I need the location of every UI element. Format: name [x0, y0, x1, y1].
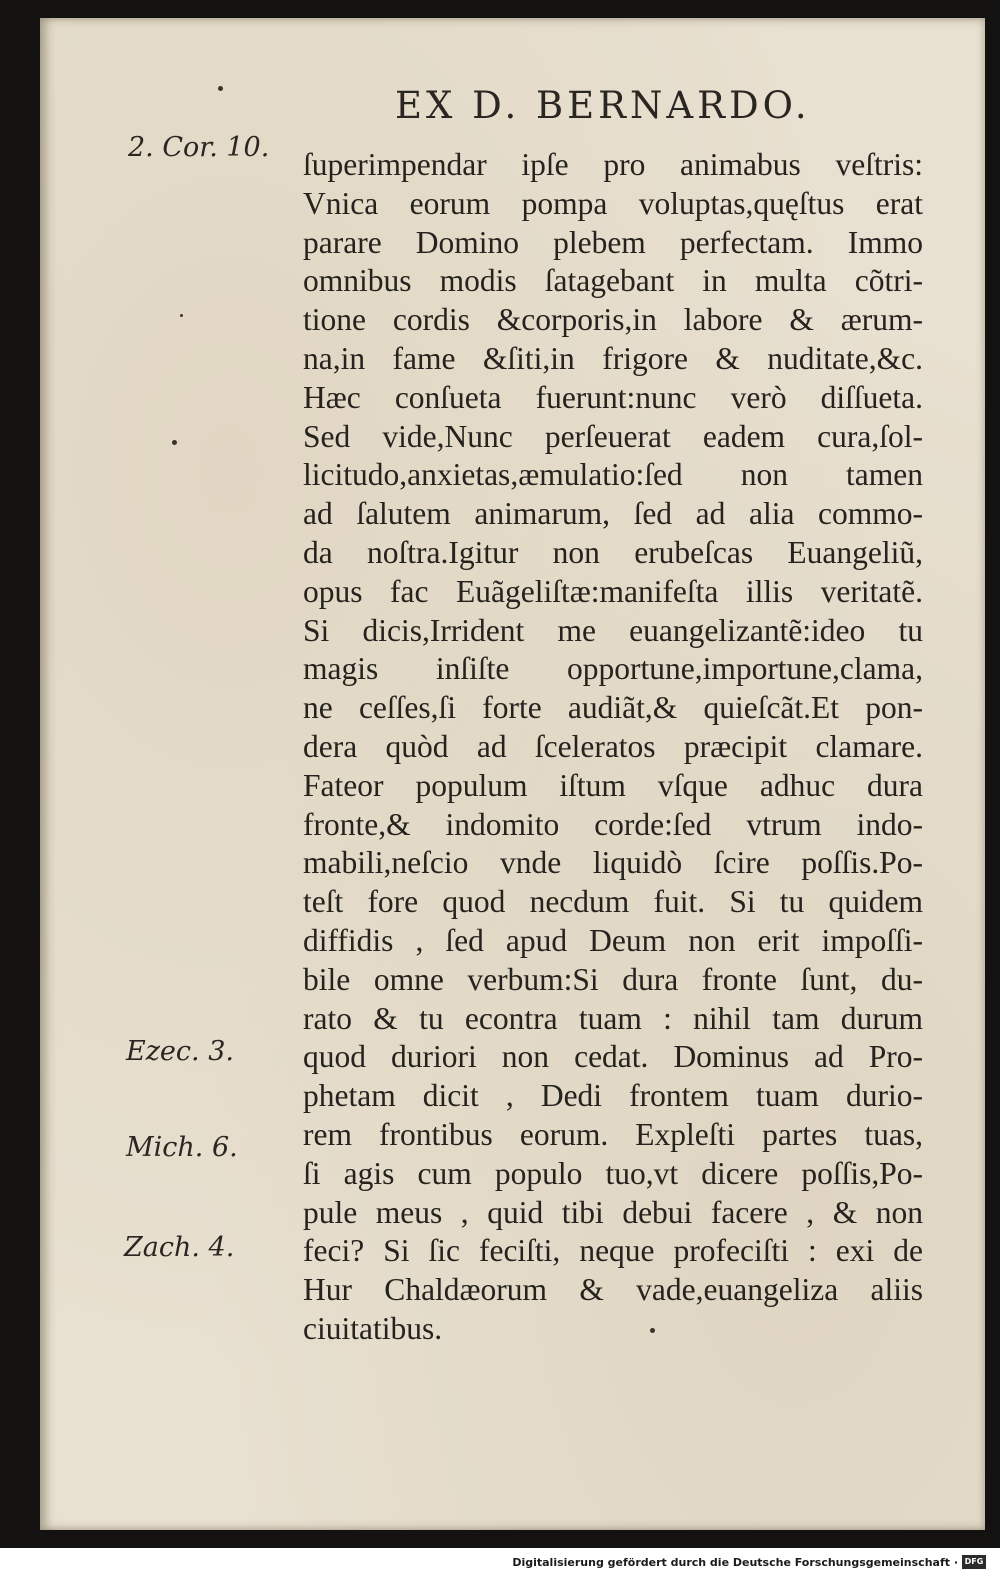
ink-speck	[218, 86, 223, 91]
ink-speck	[172, 440, 177, 445]
running-head: EX D. BERNARDO.	[395, 84, 811, 127]
text-line: bile omne verbum:Si dura fronte ſunt, du-	[303, 961, 923, 997]
text-line: ſuperimpendar ipſe pro animabus veſtris:	[303, 147, 923, 182]
text-line: parare Domino plebem perfectam. Immo	[303, 224, 923, 260]
text-line: Hur Chaldæorum & vade,euangeliza aliis	[303, 1272, 923, 1308]
text-line: fronte,& indomito corde:ſed vtrum indo-	[303, 806, 923, 842]
text-line: ſi agis cum populo tuo,vt dicere poſſis,Po-	[303, 1155, 923, 1191]
footer-credit: Digitalisierung gefördert durch die Deutsche Forschungsgemeinschaft ·	[512, 1556, 958, 1569]
ink-speck	[180, 314, 183, 317]
margin-note-zach: Zach. 4.	[124, 1232, 235, 1263]
text-line: feci? Si ſic feciſti, neque profeciſti : exi de	[303, 1233, 923, 1269]
text-line: mabili,neſcio vnde liquidò ſcire poſſis.Po-	[303, 845, 923, 881]
text-line: Hæc conſueta fuerunt:nunc verò diſſueta.	[303, 379, 923, 415]
text-line: licitudo,anxietas,æmulatio:ſed non tamen	[303, 457, 923, 493]
margin-note-ezec: Ezec. 3.	[126, 1036, 234, 1067]
text-line: tione cordis &corporis,in labore & ærum-	[303, 302, 923, 338]
margin-note-mich: Mich. 6.	[126, 1132, 238, 1163]
text-line: ciuitatibus.	[303, 1310, 443, 1346]
text-line: diffidis , ſed apud Deum non erit impoſſi-	[303, 922, 923, 958]
text-line: teſt fore quod necdum fuit. Si tu quidem	[303, 884, 923, 920]
text-line: ad ſalutem animarum, ſed ad alia commo-	[303, 496, 923, 532]
text-line: Si dicis,Irrident me euangelizantẽ:ideo tu	[303, 612, 923, 648]
text-line: Vnica eorum pompa voluptas,quęſtus erat	[303, 185, 923, 221]
body-text	[303, 146, 923, 1349]
text-line: rato & tu econtra tuam : nihil tam durum	[303, 1000, 923, 1036]
text-line: dera quòd ad ſceleratos præcipit clamare.	[303, 728, 923, 764]
digitization-footer	[0, 1548, 1000, 1580]
text-line: rem frontibus eorum. Expleſti partes tuas,	[303, 1116, 923, 1152]
text-line: phetam dicit , Dedi frontem tuam durio-	[303, 1078, 923, 1114]
margin-note-cor: 2. Cor. 10.	[128, 132, 270, 163]
text-line: quod duriori non cedat. Dominus ad Pro-	[303, 1039, 923, 1075]
text-line: omnibus modis ſatagebant in multa cõtri-	[303, 263, 923, 299]
text-line: ne ceſſes,ſi forte audiãt,& quieſcãt.Et pon-	[303, 690, 923, 726]
text-line: Fateor populum iſtum vſque adhuc dura	[303, 767, 923, 803]
text-line: magis inſiſte opportune,importune,clama,	[303, 651, 923, 687]
text-line: opus fac Euãgeliſtæ:manifeſta illis veritatẽ.	[303, 573, 923, 609]
text-line: pule meus , quid tibi debui facere , & non	[303, 1194, 923, 1230]
text-line: na,in fame &ſiti,in frigore & nuditate,&c.	[303, 340, 923, 376]
dfg-logo: DFG	[962, 1555, 986, 1569]
text-line: Sed vide,Nunc perſeuerat eadem cura,ſol-	[303, 418, 923, 454]
text-line: da noſtra.Igitur non erubeſcas Euangeliũ,	[303, 534, 923, 570]
